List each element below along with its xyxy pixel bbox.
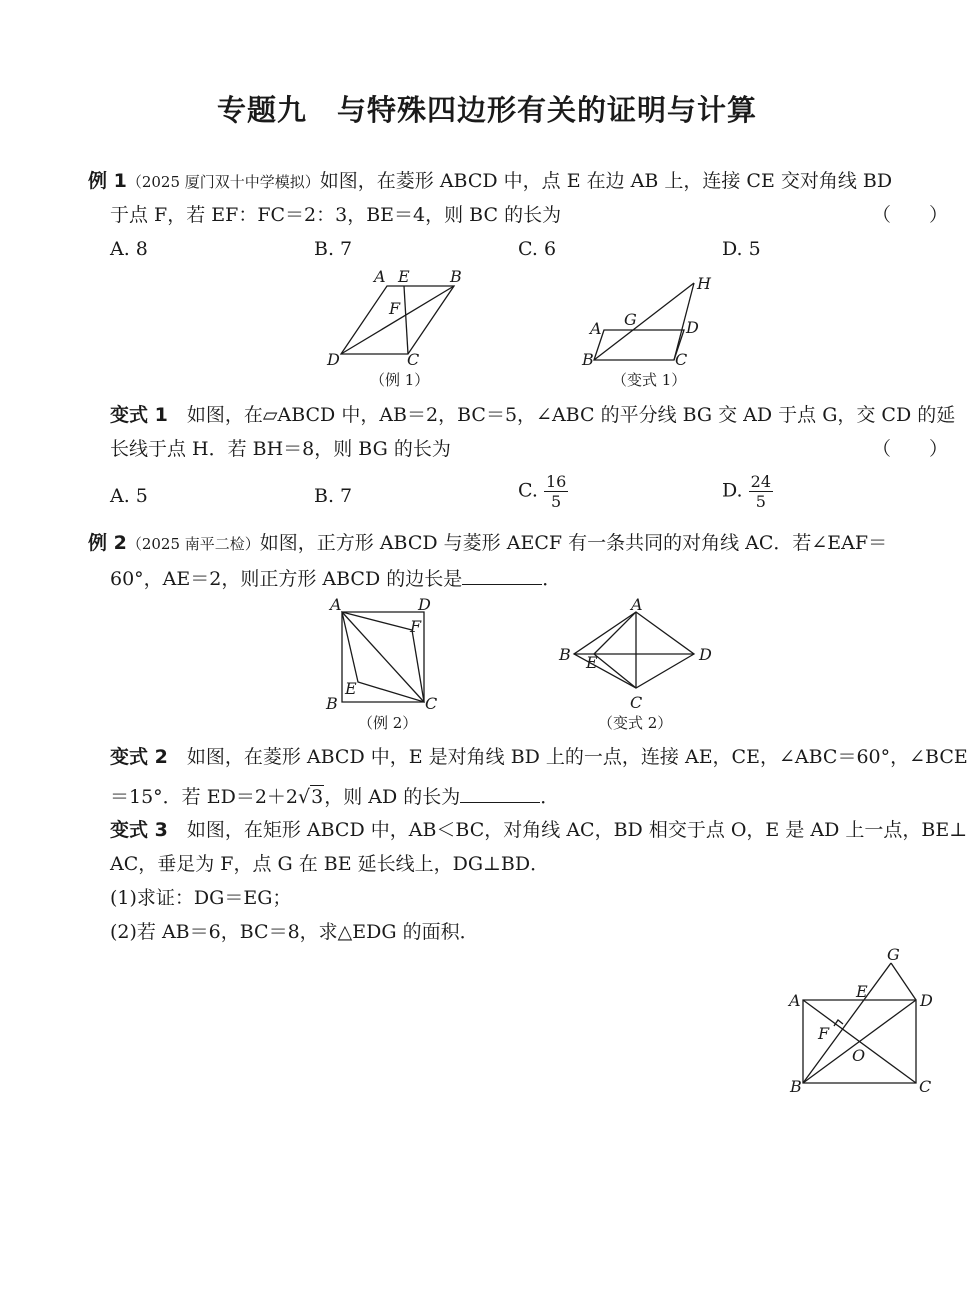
variant-3-text-1: 如图，在矩形 ABCD 中，AB＜BC，对角线 AC，BD 相交于点 O，E 是 AD 上一点，BE⊥: [186, 819, 968, 841]
point-c: C: [425, 694, 438, 713]
point-b: B: [450, 267, 462, 286]
point-g: G: [887, 945, 900, 964]
answer-blank: [462, 566, 542, 585]
caption-variant-2: （变式 2）: [598, 714, 673, 732]
variant-2-text-3: ，则 AD 的长为: [324, 786, 461, 808]
variant-1-option-a: A. 5: [110, 485, 148, 507]
example-1-text-1: 如图，在菱形 ABCD 中，点 E 在边 AB 上，连接 CE 交对角线 BD: [319, 170, 893, 192]
point-c: C: [407, 350, 420, 369]
variant-1-option-c: [518, 472, 568, 511]
variant-3-text-2: AC，垂足为 F，点 G 在 BE 延长线上，DG⊥BD．: [110, 853, 550, 875]
example-2-end: ．: [542, 568, 562, 590]
variant-1-option-d-prefix: D.: [722, 479, 743, 502]
variant-3-question-1: (1)求证：DG＝EG；: [110, 887, 292, 909]
point-h: H: [697, 274, 711, 293]
point-e: E: [345, 679, 357, 698]
segment-dg: [891, 963, 916, 1000]
point-d: D: [699, 645, 712, 664]
point-e: E: [398, 267, 410, 286]
variant-1-option-d-fraction: [749, 472, 773, 511]
example-1-text-2: 于点 F，若 EF：FC＝2：3，BE＝4，则 BC 的长为: [110, 204, 562, 226]
example-2-label: 例 2: [88, 532, 127, 554]
example-2-line-2: [110, 566, 561, 591]
point-c: C: [675, 350, 688, 369]
page-title: 专题九 与特殊四边形有关的证明与计算: [216, 93, 757, 127]
segment-ae: [594, 612, 636, 654]
variant-1-option-c-fraction: [544, 472, 568, 511]
point-a: A: [631, 595, 643, 614]
point-a: A: [590, 319, 602, 338]
variant-1-option-c-prefix: C.: [518, 479, 538, 502]
variant-1-label: 变式 1: [110, 404, 168, 426]
point-c: C: [630, 693, 643, 712]
point-d: D: [686, 318, 699, 337]
parallelogram-abcd: [594, 330, 684, 360]
sqrt-argument: 3: [311, 786, 324, 808]
answer-blank: [460, 784, 540, 803]
fraction-numerator: 16: [545, 472, 567, 491]
variant-2-line-1: [110, 745, 968, 769]
segment-bh: [594, 283, 694, 360]
point-a: A: [330, 595, 342, 614]
point-g: G: [624, 310, 637, 329]
figure-variant-2: [554, 594, 724, 734]
variant-3-question-2: (2)若 AB＝6，BC＝8，求△EDG 的面积．: [110, 921, 479, 943]
variant-1-option-b: B. 7: [314, 485, 353, 507]
variant-2-end: ．: [540, 786, 560, 808]
point-f: F: [818, 1024, 830, 1043]
point-a: A: [789, 991, 801, 1010]
figure-example-1: [318, 266, 478, 392]
example-2-source: （2025 南平二检）: [126, 535, 260, 553]
point-o: O: [852, 1046, 866, 1065]
variant-1-text-1: 如图，在▱ABCD 中，AB＝2，BC＝5，∠ABC 的平分线 BG 交 AD 于点 G，交 CD 的延: [186, 404, 956, 426]
example-1-option-b: B. 7: [314, 238, 353, 260]
point-d: D: [920, 991, 933, 1010]
variant-2-text-2: ＝15°．若 ED＝2＋2: [110, 786, 298, 808]
variant-1-text-2: 长线于点 H．若 BH＝8，则 BG 的长为: [110, 438, 451, 460]
example-2-text-1: 如图，正方形 ABCD 与菱形 AECF 有一条共同的对角线 AC．若∠EAF＝: [259, 532, 888, 554]
example-1-option-d: D. 5: [722, 238, 761, 260]
variant-2-line-2: [110, 784, 559, 809]
variant-2-label: 变式 2: [110, 746, 168, 768]
right-angle-mark: [834, 1020, 843, 1026]
example-2-line-1: [88, 531, 887, 556]
point-d: D: [418, 595, 431, 614]
example-1-label: 例 1: [88, 170, 127, 192]
point-b: B: [326, 694, 338, 713]
point-b: B: [582, 350, 594, 369]
figure-variant-1: [578, 270, 728, 392]
point-a: A: [374, 267, 386, 286]
caption-example-2: （例 2）: [358, 714, 418, 732]
example-1-option-c: C. 6: [518, 238, 557, 260]
point-e: E: [856, 982, 868, 1001]
figure-example-2: [322, 594, 450, 734]
variant-3-line-1: [110, 818, 967, 842]
point-f: F: [389, 299, 401, 318]
point-d: D: [327, 350, 340, 369]
point-b: B: [559, 645, 571, 664]
segment-bg: [803, 963, 891, 1083]
variant-2-text-1: 如图，在菱形 ABCD 中，E 是对角线 BD 上的一点，连接 AE，CE，∠ABC＝60°，∠BCE: [186, 746, 968, 768]
rhombus-abcd: [574, 612, 694, 688]
example-2-text-2: 60°，AE＝2，则正方形 ABCD 的边长是: [110, 568, 463, 590]
diagonal-bd: [341, 286, 454, 354]
point-c: C: [919, 1077, 932, 1096]
fraction-denominator: 5: [551, 492, 562, 511]
segment-ce: [404, 286, 408, 354]
variant-1-answer-paren: （ ）: [872, 438, 949, 460]
point-b: B: [790, 1077, 802, 1096]
example-1-answer-paren: （ ）: [872, 204, 949, 226]
sqrt-sign: √: [298, 786, 311, 808]
caption-variant-1: （变式 1）: [612, 371, 687, 389]
figure-variant-3: [784, 944, 944, 1100]
fraction-denominator: 5: [755, 492, 766, 511]
example-1-source: （2025 厦门双十中学模拟）: [126, 173, 320, 191]
caption-example-1: （例 1）: [370, 371, 430, 389]
point-e: E: [586, 653, 598, 672]
variant-1-line-1: [110, 403, 955, 427]
example-1-line-1: [88, 169, 892, 194]
fraction-numerator: 24: [750, 472, 772, 491]
variant-1-option-d: [722, 472, 773, 511]
segment-ce: [594, 654, 636, 688]
point-f: F: [410, 617, 422, 636]
variant-3-label: 变式 3: [110, 819, 168, 841]
example-1-option-a: A. 8: [110, 238, 148, 260]
